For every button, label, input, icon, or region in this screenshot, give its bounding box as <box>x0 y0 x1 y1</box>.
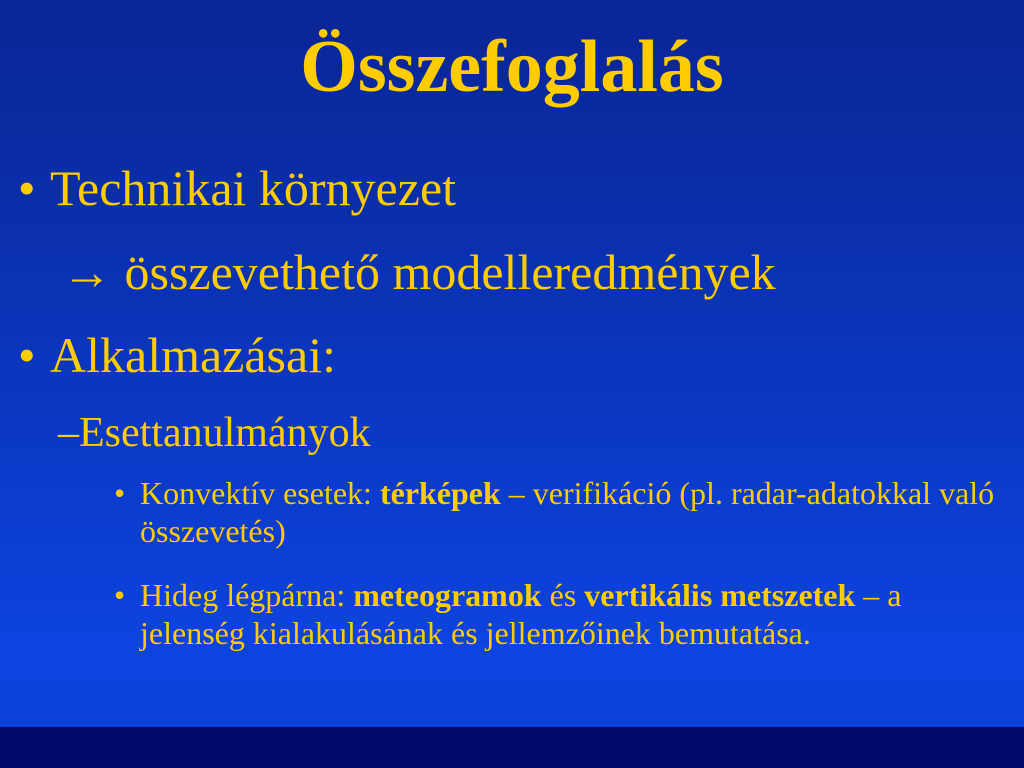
bullet-item-alkalmazasai <box>18 327 336 383</box>
sub-point-konvektiv <box>114 474 1014 550</box>
arrow-subitem <box>62 244 776 300</box>
slide-title: Összefoglalás <box>300 26 724 108</box>
dash-icon: – <box>58 410 79 456</box>
bullet-icon: • <box>114 577 126 613</box>
dash-subitem-text: Esettanulmányok <box>79 410 371 456</box>
sub-point-text <box>140 474 1014 550</box>
text-run: Konvektív esetek: <box>140 475 380 511</box>
sub-point-hideg-legparna <box>114 576 1014 652</box>
bullet-icon: • <box>18 160 36 216</box>
bullet-icon: • <box>18 327 36 383</box>
dash-subitem-esettanulmanyok <box>58 412 371 454</box>
bullet-icon: • <box>114 475 126 511</box>
footer-strip <box>0 727 1024 768</box>
text-run: – verifikáció (pl. radar-adatokkal való összevetés) <box>140 475 995 549</box>
bullet-item-technikai <box>18 160 457 216</box>
emphasis-term: meteogramok <box>353 577 542 613</box>
right-arrow-icon: → <box>62 244 112 300</box>
sub-point-text <box>140 576 1014 652</box>
text-run: és <box>541 577 585 613</box>
bullet-label: Alkalmazásai: <box>50 327 336 383</box>
text-run: – a jelenség kialakulásának és jellemzőinek bemutatása. <box>140 577 902 651</box>
emphasis-term: vertikális metszetek <box>584 577 856 613</box>
emphasis-term: térképek <box>379 475 501 511</box>
text-run: Hideg légpárna: <box>140 577 354 613</box>
bullet-label: Technikai környezet <box>50 160 457 216</box>
arrow-subitem-text: összevethető modelleredmények <box>124 244 776 300</box>
